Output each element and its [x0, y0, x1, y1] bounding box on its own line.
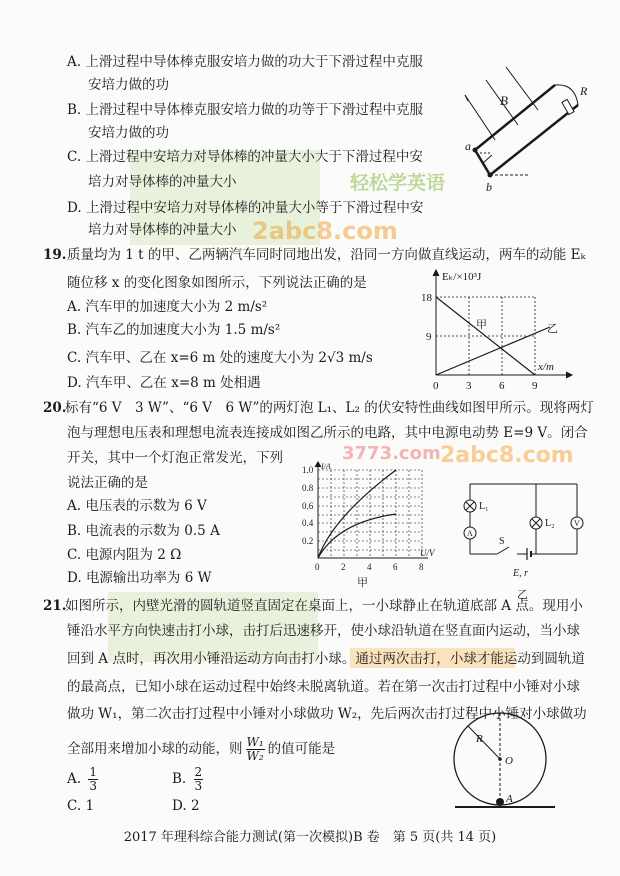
x-tick: 6 — [499, 380, 505, 392]
x-tick: 0 — [433, 380, 439, 392]
q21-stem-line3: 回到 A 点时，再次用小锤沿运动方向击打小球。通过两次击打，小球才能运动到圆轨道 — [67, 651, 585, 667]
q20-option-b: B. 电流表的示数为 0.5 A — [67, 523, 220, 539]
label-b-field: B — [500, 93, 508, 108]
lamp-l2-label: L₂ — [545, 518, 555, 529]
q19-stem-line1: 质量均为 1 t 的甲、乙两辆汽车同时同地出发，沿同一方向做直线运动，两车的动能 Eₖ — [67, 247, 586, 263]
y-tick: 9 — [426, 331, 432, 343]
q21-stem-line2: 锤沿水平方向快速击打小球，击打后迅速移开，使小球沿轨道在竖直面内运动，当小球 — [67, 623, 580, 639]
q21-number: 21. — [43, 598, 67, 614]
x-tick: 4 — [367, 562, 372, 572]
q19-ek-graph — [420, 270, 580, 400]
x-tick: 0 — [315, 562, 320, 572]
y-tick: 0.4 — [302, 518, 314, 528]
circuit-caption: 乙 — [517, 589, 528, 601]
q20-stem-line3: 开关，其中一个灯泡正常发光，下列 — [67, 450, 283, 466]
q20-stem-line4: 说法正确的是 — [67, 475, 148, 491]
q20-option-d: D. 电源输出功率为 6 W — [67, 570, 212, 586]
switch-label: S — [499, 536, 505, 547]
q21-stem-line6: 全部用来增加小球的动能，则 $\frac{\text{W₁}}{\text{W₂}}$ 的值可能是 — [67, 735, 336, 763]
q18-option-c-cont: 培力对导体棒的冲量大小 — [88, 174, 237, 190]
x-axis-label: U/V — [420, 548, 435, 558]
y-axis-label: I/A — [321, 462, 331, 471]
q21-stem-line1: 如图所示，内壁光滑的圆轨道竖直固定在桌面上，一小球静止在轨道底部 A 点。现用小 — [65, 598, 583, 614]
x-tick: 6 — [393, 562, 398, 572]
q20-number: 20. — [43, 400, 67, 416]
q18-rail-figure — [450, 65, 590, 205]
q20-iv-graph — [298, 462, 433, 592]
lamp-l1-label: L₁ — [479, 501, 489, 512]
q21-option-c: C. 1 — [67, 798, 95, 814]
watermark-url-2: 2abc8.com — [440, 443, 574, 468]
q21-stem-line4: 的最高点，已知小球在运动过程中始终未脱离轨道。若在第一次击打过程中小锤对小球 — [67, 679, 580, 695]
q18-option-d: D. 上滑过程中安培力对导体棒的冲量大小等于下滑过程中安 — [67, 200, 424, 216]
y-axis-label: Eₖ/×10³J — [442, 271, 482, 283]
q19-option-b: B. 汽车乙的加速度大小为 1.5 m/s² — [67, 322, 281, 338]
q18-option-d-cont: 培力对导体棒的冲量大小 — [88, 222, 237, 238]
series-yi-label: 乙 — [547, 323, 558, 335]
q20-option-c: C. 电源内阻为 2 Ω — [67, 547, 182, 563]
q18-option-b-cont: 安培力做的功 — [88, 125, 169, 141]
center-label: O — [505, 755, 513, 767]
series-jia-label: 甲 — [476, 319, 487, 331]
q21-option-a: A. $\frac{1}{3}$ — [67, 765, 97, 793]
x-axis-label: x/m — [538, 361, 554, 373]
w1-over-w2-fraction: $\frac{\text{W₁}}{\text{W₂}}$ — [246, 735, 264, 763]
page-footer: 2017 年理科综合能力测试(第一次模拟)B 卷 第 5 页(共 14 页) — [123, 830, 497, 845]
q18-option-c: C. 上滑过程中安培力对导体棒的冲量大小大于下滑过程中安 — [67, 149, 423, 165]
q21-circular-track-figure — [450, 710, 570, 815]
graph-caption: 甲 — [357, 577, 368, 589]
x-tick: 3 — [466, 380, 472, 392]
series-yi-line — [436, 327, 550, 375]
q19-option-c: C. 汽车甲、乙在 x=6 m 处的速度大小为 2√3 m/s — [67, 350, 373, 366]
y-tick: 18 — [421, 292, 432, 304]
label-b: b — [486, 180, 492, 194]
ammeter-label: A — [467, 529, 473, 538]
x-tick: 9 — [532, 380, 538, 392]
point-a-label: A — [506, 793, 513, 805]
q20-option-a: A. 电压表的示数为 6 V — [67, 498, 207, 514]
q21-stem-line5: 做功 W₁，第二次击打过程中小锤对小球做功 W₂，先后两次击打过程中小锤对小球做功 — [67, 706, 587, 722]
radius-label: R — [476, 733, 483, 745]
q19-option-a: A. 汽车甲的加速度大小为 2 m/s² — [67, 299, 268, 315]
x-tick: 2 — [341, 562, 346, 572]
q20-stem-line1: 标有“6 V 3 W”、“6 V 6 W”的两灯泡 L₁、L₂ 的伏安特性曲线如图甲所示。现将两灯 — [65, 400, 594, 416]
label-r: R — [580, 84, 588, 98]
q18-option-b: B. 上滑过程中导体棒克服安培力做的功等于下滑过程中克服 — [67, 102, 424, 118]
q20-circuit — [455, 478, 590, 613]
q19-stem-line2: 随位移 x 的变化图象如图所示，下列说法正确的是 — [67, 275, 367, 291]
x-tick: 8 — [419, 562, 424, 572]
y-tick: 0.6 — [302, 501, 314, 511]
q19-number: 19. — [43, 247, 67, 263]
label-a: a — [465, 139, 471, 153]
q20-stem-line2: 泡与理想电压表和理想电流表连接成如图乙所示的电路，其中电源电动势 E=9 V。闭合 — [67, 425, 588, 441]
voltmeter-label: V — [574, 519, 580, 528]
y-tick: 1.0 — [302, 465, 314, 475]
q18-option-a-cont: 安培力做的功 — [88, 77, 169, 93]
q21-option-d: D. 2 — [172, 798, 200, 814]
q19-option-d: D. 汽车甲、乙在 x=8 m 处相遇 — [67, 375, 261, 391]
watermark-text: 轻松学英语 — [350, 172, 446, 194]
source-label: E, r — [513, 568, 528, 579]
q18-option-a: A. 上滑过程中导体棒克服安培力做的功大于下滑过程中克服 — [67, 54, 423, 70]
watermark-url-3: 3773.com — [342, 443, 441, 464]
watermark-url: 2abc8.com — [252, 217, 398, 245]
y-tick: 0.2 — [302, 536, 314, 546]
y-tick: 0.8 — [302, 483, 314, 493]
q21-option-b: B. $\frac{2}{3}$ — [172, 765, 203, 793]
